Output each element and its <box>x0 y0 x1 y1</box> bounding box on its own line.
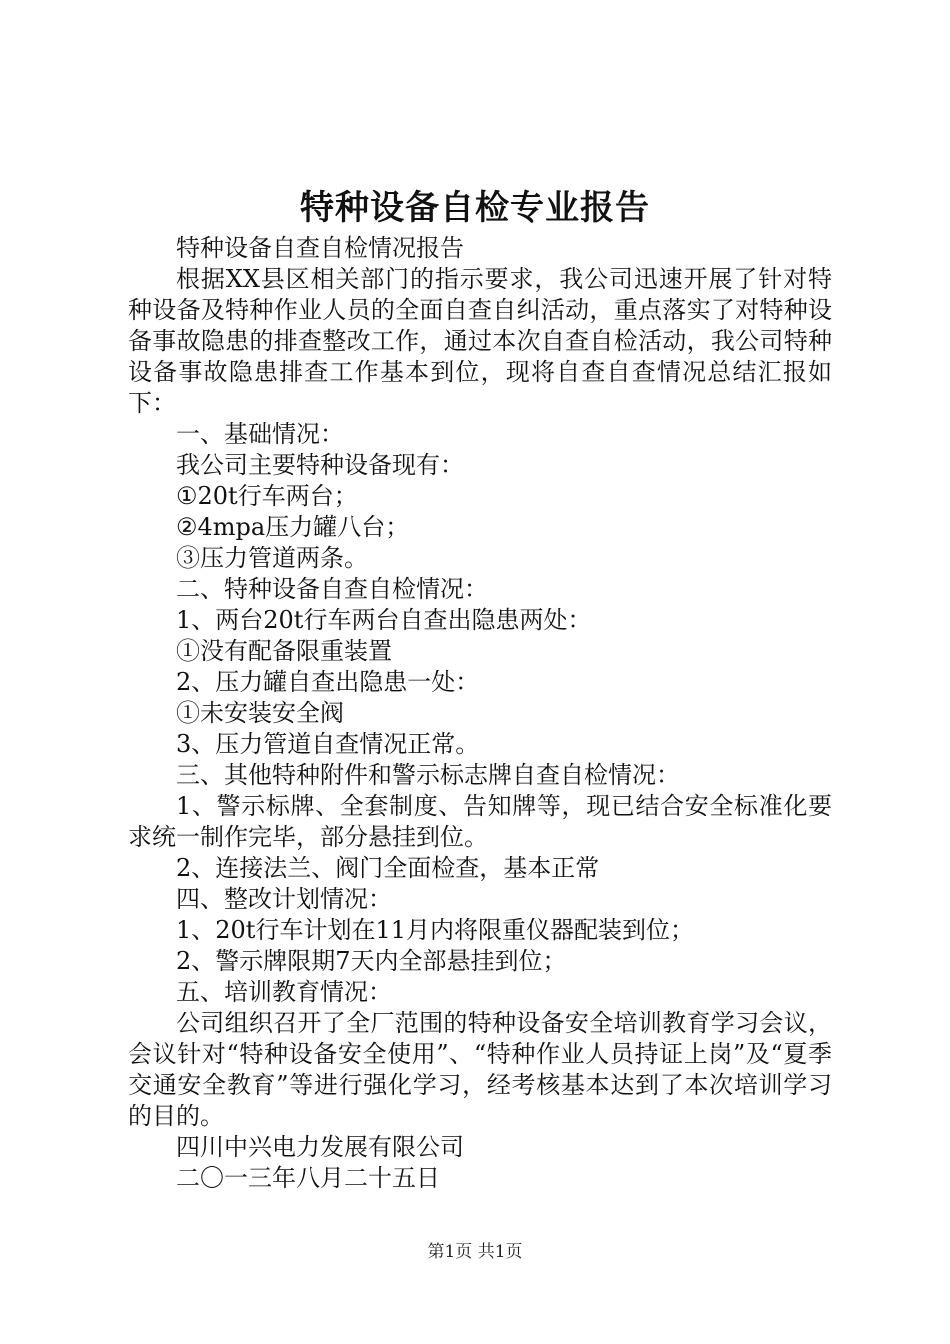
document-title: 特种设备自检专业报告 <box>300 188 650 228</box>
paragraph-intro: 根据XX县区相关部门的指示要求，我公司迅速开展了针对特种设备及特种作业人员的全面自查自纠活动，重点落实了对特种设备事故隐患的排查整改工作，通过本次自查自检活动，我公司特种设备事故隐患排查工作基本到位，现将自查自查情况总结汇报如下： <box>128 265 832 417</box>
paragraph-equipment-list-intro: 我公司主要特种设备现有： <box>176 451 464 479</box>
section-heading-self-check: 二、特种设备自查自检情况： <box>176 575 488 603</box>
section-heading-rectification: 四、整改计划情况： <box>176 885 392 913</box>
list-item: 2、压力罐自查出隐患一处： <box>176 668 480 696</box>
list-item: 3、压力管道自查情况正常。 <box>176 730 480 758</box>
list-item: ②4mpa压力罐八台； <box>176 513 410 541</box>
list-item: 1、20t行车计划在11月内将限重仪器配装到位； <box>176 916 694 944</box>
section-heading-basic: 一、基础情况： <box>176 420 344 448</box>
list-item: 2、警示牌限期7天内全部悬挂到位； <box>176 947 567 975</box>
section-heading-accessories: 三、其他特种附件和警示标志牌自查自检情况： <box>176 761 680 789</box>
document-body <box>128 233 832 1194</box>
paragraph-report-subtitle: 特种设备自查自检情况报告 <box>176 234 464 262</box>
page-number-footer: 第1页 共1页 <box>427 1242 523 1262</box>
list-item: ①没有配备限重装置 <box>176 637 392 665</box>
section-heading-training: 五、培训教育情况： <box>176 978 392 1006</box>
list-item: ①未安装安全阀 <box>176 699 344 727</box>
paragraph-training: 公司组织召开了全厂范围的特种设备安全培训教育学习会议，会议针对“特种设备安全使用”、“特种作业人员持证上岗”及“夏季交通安全教育”等进行强化学习，经考核基本达到了本次培训学习的目的。 <box>128 1009 832 1130</box>
document-date: 二〇一三年八月二十五日 <box>176 1164 440 1192</box>
list-item: ③压力管道两条。 <box>176 544 368 572</box>
company-signature: 四川中兴电力发展有限公司 <box>176 1133 464 1161</box>
list-item: 1、两台20t行车两台自查出隐患两处： <box>176 606 592 634</box>
list-item: 1、警示标牌、全套制度、告知牌等，现已结合安全标准化要求统一制作完毕，部分悬挂到位。 <box>128 792 832 851</box>
list-item: 2、连接法兰、阀门全面检查，基本正常 <box>176 854 600 882</box>
list-item: ①20t行车两台； <box>176 482 358 510</box>
